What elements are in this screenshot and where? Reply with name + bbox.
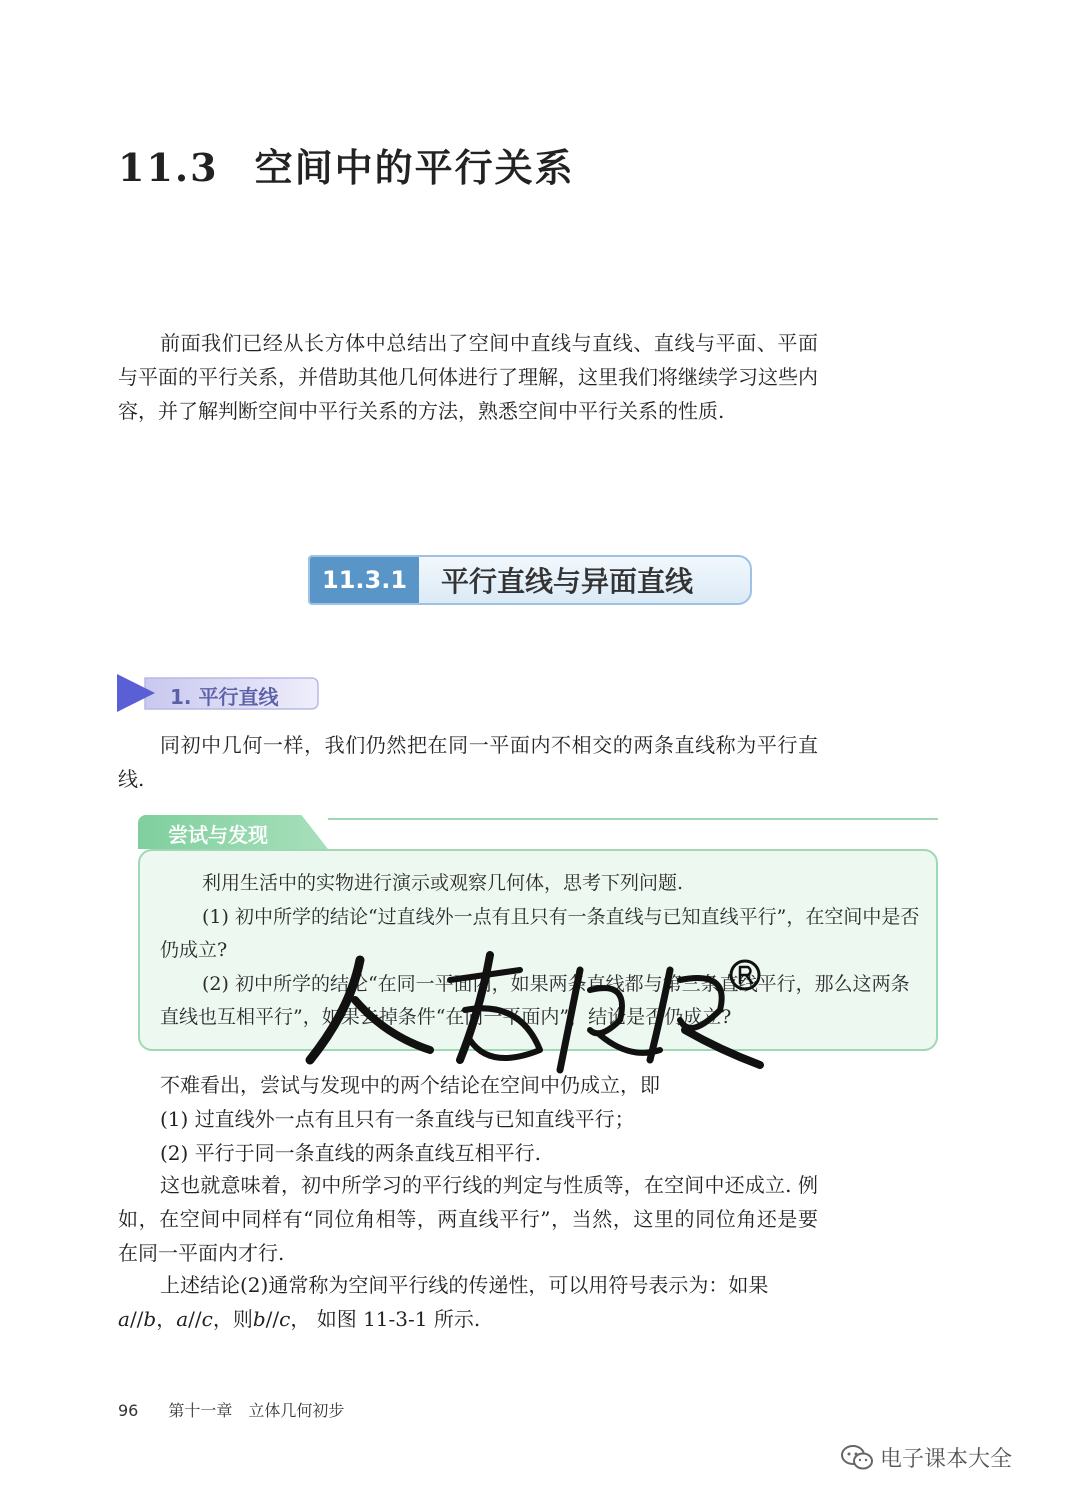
intro-paragraph: 前面我们已经从长方体中总结出了空间中直线与直线、直线与平面、平面与平面的平行关系，并借助其他几何体进行了理解，这里我们将继续学习这些内容，并了解判断空间中平行关系的方法，熟悉空间中平行关系的性质. [118, 331, 818, 423]
chapter-title [118, 137, 575, 192]
section-number: 11.3.1 [310, 557, 419, 603]
try-box-text [160, 867, 920, 1035]
try-line-intro: 利用生活中的实物进行演示或观察几何体，思考下列问题. [202, 872, 684, 894]
comma-1: ， [156, 1307, 177, 1331]
var-b-1: b [143, 1307, 157, 1331]
conclusion-item-2: (2) 平行于同一条直线的两条直线互相平行. [160, 1141, 542, 1165]
chapter-title-text: 空间中的平行关系 [254, 145, 575, 191]
var-a-2: a [176, 1307, 189, 1331]
wechat-icon [840, 1444, 874, 1472]
footer-chapter: 第十一章 立体几何初步 [168, 1401, 345, 1420]
parallel-symbol-2: // [188, 1307, 202, 1331]
conclusion-item-1: (1) 过直线外一点有且只有一条直线与已知直线平行； [160, 1107, 635, 1131]
var-a-1: a [118, 1307, 130, 1331]
implication-paragraph: 这也就意味着，初中所学习的平行线的判定与性质等，在空间中还成立. 例如，在空间中同样有“同位角相等，两直线平行”，当然，这里的同位角还是要在同一平面内才行. [118, 1173, 818, 1265]
source-account-name: 电子课本大全 [880, 1447, 1013, 1472]
page-number: 96 [118, 1401, 139, 1420]
transitivity-paragraph [118, 1268, 818, 1336]
var-c-1: c [201, 1307, 213, 1331]
try-box-label: 尝试与发现 [168, 823, 268, 847]
subsection-heading [115, 672, 320, 714]
figure-reference: ， 如图 11-3-1 所示. [290, 1307, 481, 1331]
conclusion-lead: 不难看出，尝试与发现中的两个结论在空间中仍成立，即 [160, 1073, 660, 1097]
paragraph-parallel-definition: 同初中几何一样，我们仍然把在同一平面内不相交的两条直线称为平行直线. [118, 733, 818, 791]
transitivity-text: 上述结论(2)通常称为空间平行线的传递性，可以用符号表示为：如果 [160, 1273, 769, 1297]
try-and-discover-box [138, 815, 938, 1050]
parallel-symbol-1: // [129, 1307, 144, 1331]
conclusion-paragraph [118, 1068, 818, 1170]
parallel-symbol-3: // [265, 1307, 280, 1331]
section-title: 平行直线与异面直线 [441, 565, 694, 598]
try-line-question-2: (2) 初中所学的结论“在同一平面内，如果两条直线都与第三条直线平行，那么这两条直线也互相平行”，如果去掉条件“在同一平面内”，结论是否仍成立? [160, 972, 910, 1028]
chapter-number: 11.3 [118, 145, 219, 191]
var-b-2: b [252, 1307, 266, 1331]
try-box-top-line [328, 818, 938, 820]
try-line-question-1: (1) 初中所学的结论“过直线外一点有且只有一条直线与已知直线平行”，在空间中是否仍成立? [160, 905, 920, 961]
section-heading [308, 555, 752, 605]
then-text: ，则 [212, 1307, 253, 1331]
var-c-2: c [279, 1307, 291, 1331]
page-footer [118, 1398, 344, 1421]
source-watermark [840, 1442, 1012, 1473]
subsection-label: 1. 平行直线 [170, 685, 279, 709]
